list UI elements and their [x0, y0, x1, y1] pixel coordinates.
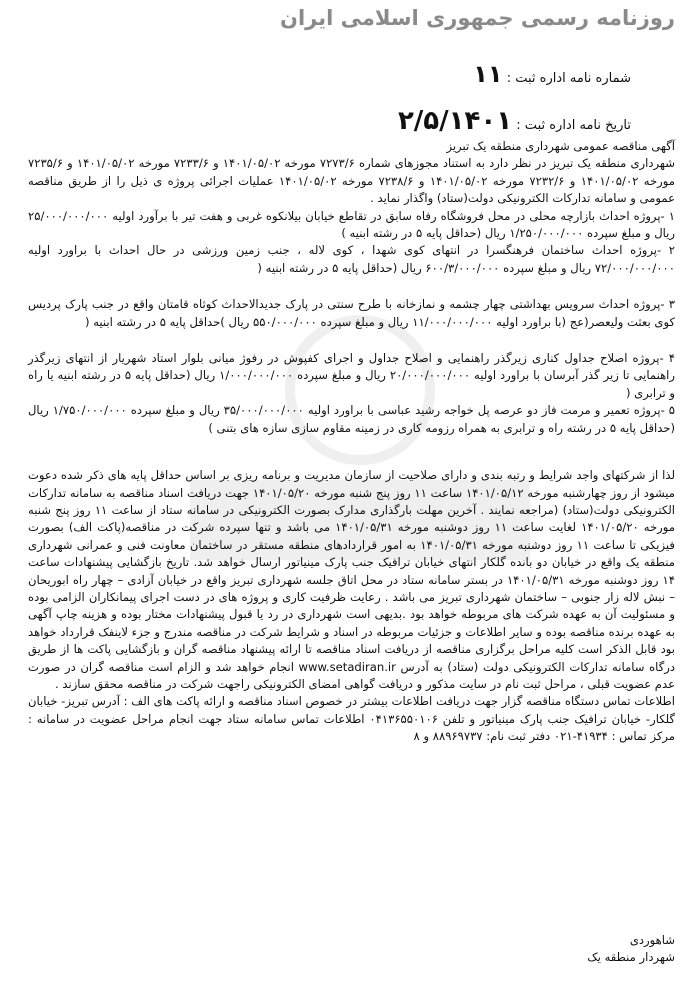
signatory-name: شاهوردی — [629, 933, 675, 947]
notice-body — [28, 138, 675, 746]
signatory-position: شهردار منطقه یک — [587, 950, 675, 965]
registration-date-label: تاریخ نامه اداره ثبت : — [516, 118, 631, 133]
newspaper-masthead: روزنامه رسمی جمهوری اسلامی ایران — [280, 6, 675, 30]
notice-conditions: لذا از شرکتهای واجد شرایط و رتبه بندی و دارای صلاحیت از سازمان مدیریت و برنامه ریزی بر اساس حداقل پایه های ذکر شده دعوت میشود از روز چهارشنبه مورخه ۱۴۰۱/۰۵/۱۲ ساعت ۱۱ روز پنج شنبه مورخه ۱۴۰۱/۰۵/۲۰ جهت دریافت اسناد مناقصه به سامانه تدارکات الکترونیکی دولت(ستاد) (مراجعه نمایند . آخرین مهلت بارگذاری مدارک بصورت الکترونیکی در سامانه ستاد از ساعت ۱۱ روز پنج شنبه مورخه ۱۴۰۱/۰۵/۲۰ لغایت ساعت ۱۱ روز دوشنبه مورخه ۱۴۰۱/۰۵/۳۱ می باشد و تنها سپرده شرکت در مناقصه(پاکت الف) بصورت فیزیکی تا ساعت ۱۱ روز دوشنبه مورخه ۱۴۰۱/۰۵/۳۱ به امور قراردادهای منطقه مستقر در ساختمان معاونت فنی و عمرانی شهرداری منطقه یک واقع در خیابان دو بانده گلکار انتهای خیابان ترافیک جنب پارک مینیاتور ارسال خواهد شد. تاریخ بازگشایی پیشنهادات ساعت ۱۴ روز دوشنبه مورخه ۱۴۰۱/۰۵/۳۱ در بستر سامانه ستاد در محل اتاق جلسه شهرداری تبریز واقع در خیابان آزادی – چهار راه ابوریحان – نبش لاله زار جنوبی – ساختمان شهرداری تبریز می باشد . رعایت ظرفیت کاری و پروژه های در دست اجرای پیمانکاران الزامی بوده و مسئولیت آن به عهده شرکت های مربوطه خواهد بود .بدیهی است شهرداری در رد یا قبول پیشنهادات مختار بوده و هزینه چاپ آگهی به عهده برنده مناقصه بوده و سایر اطلاعات و جزئیات مربوطه در اسناد و شرایط شرکت در مناقصه مندرج و جزء لاینفک قرارداد خواهد بود قابل الذکر است کلیه مراحل برگزاری مناقصه از دریافت اسناد مناقصه تا ارائه پیشنهاد مناقصه گران و بازگشایی پاکت ها از طریق درگاه سامانه تدارکات الکترونیکی دولت (ستاد) به آدرس www.setadiran.ir انجام خواهد شد و الزام است مناقصه گران در صورت عدم عضویت قبلی ، مراحل ثبت نام در سایت مذکور و دریافت گواهی امضای الکترونیکی راجهت شرکت در مناقصه محقق سازند . — [28, 468, 675, 691]
registration-number — [473, 60, 631, 88]
project-item: ۲ -پروژه احداث ساختمان فرهنگسرا در انتهای کوی شهدا ، کوی لاله ، جنب زمین ورزشی در حال احداث با براورد اولیه ۷۲/۰۰۰/۰۰۰/۰۰۰ ریال و مبلغ سپرده ۶۰۰/۳/۰۰۰/۰۰۰ ریال (حداقل پایه ۵ در رشته ابنیه ( — [28, 243, 675, 275]
registration-date-value: ۲/۵/۱۴۰۱ — [397, 106, 513, 136]
notice-intro: شهرداری منطقه یک تبریز در نظر دارد به استناد مجوزهای شماره ۷۲۷۳/۶ مورخه ۱۴۰۱/۰۵/۰۲ و ۷۲۳۳/۶ مورخه ۱۴۰۱/۰۵/۰۲ و ۷۲۳۵/۶ مورخه ۱۴۰۱/۰۵/۰۲ و ۷۲۳۲/۶ مورخه ۱۴۰۱/۰۵/۰۲ و ۷۲۳۸/۶ مورخه ۱۴۰۱/۰۵/۰۲ عملیات اجرائی پروژه ی ذیل را از طریق مناقصه عمومی و سامانه تدارکات الکترونیکی دولت(ستاد) واگذار نماید . — [28, 156, 675, 206]
registration-number-value: ۱۱ — [473, 60, 503, 88]
project-item: ۴ -پروژه اصلاح جداول کناری زیرگذر راهنمایی و اصلاح جداول و اجرای کفپوش در رفوژ میانی بلوار استاد شهریار از انتهای زیرگذر راهنمایی تا زیر گذر آبرسان با براورد اولیه ۲۰/۰۰۰/۰۰۰/۰۰۰ ریال و مبلغ سپرده ۱/۰۰۰/۰۰۰/۰۰۰ ریال (حداقل پایه ۵ در رشته ابنیه یا راه و ترابری ( — [28, 351, 676, 400]
registration-date — [398, 106, 631, 136]
notice-title: آگهی مناقصه عمومی شهرداری منطقه یک تبریز — [446, 139, 675, 153]
notice-contact: اطلاعات تماس دستگاه مناقصه گزار جهت دریافت اطلاعات بیشتر در خصوص اسناد مناقصه و ارائه پاکت های الف : آدرس تبریز- خیابان گلکار- خیابان ترافیک جنب پارک مینیاتور و تلفن ۰۴۱۳۶۵۵۰۱۰۶ اطلاعات تماس سامانه ستاد جهت انجام مراحل عضویت در سامانه : مرکز تماس : ۴۱۹۳۴-۰۲۱ دفتر ثبت نام: ۸۸۹۶۹۷۳۷ و ۸ — [28, 694, 676, 744]
project-item: ۱ -پروژه احداث بازارچه محلی در محل فروشگاه رفاه سابق در تقاطع خیابان بیلانکوه غربی و هفت تیر با برآورد اولیه ۲۵/۰۰۰/۰۰۰/۰۰۰ ریال و مبلغ سپرده ۱/۲۵۰/۰۰۰/۰۰۰ ریال (حداقل پایه ۵ در رشته ابنیه ) — [28, 208, 675, 241]
registration-number-label: شماره نامه اداره ثبت : — [506, 71, 631, 86]
project-item: ۵ -پروژه تعمیر و مرمت فاز دو عرصه پل خواجه رشید عباسی با براورد اولیه ۳۵/۰۰۰/۰۰۰/۰۰۰ ریال و مبلغ سپرده ۱/۷۵۰/۰۰۰/۰۰۰ ریال (حداقل پایه ۵ در رشته راه و ترابری به همراه رزومه کاری در زمینه مقاوم سازی سازه های بتنی ) — [28, 403, 676, 435]
signature-block — [587, 932, 675, 967]
project-item: ۳ -پروژه احداث سرویس بهداشتی چهار چشمه و نمازخانه با طرح سنتی در پارک جدیدالاحداث کوثاه قامتان واقع در جنب پارک پردیس کوی بعثت ولیعصر(عج (با براورد اولیه ۱۱/۰۰۰/۰۰۰/۰۰۰ ریال و مبلغ سپرده ۵۵۰/۰۰۰/۰۰۰ ریال )حداقل پایه ۵ در رشته ابنیه ( — [28, 297, 675, 329]
